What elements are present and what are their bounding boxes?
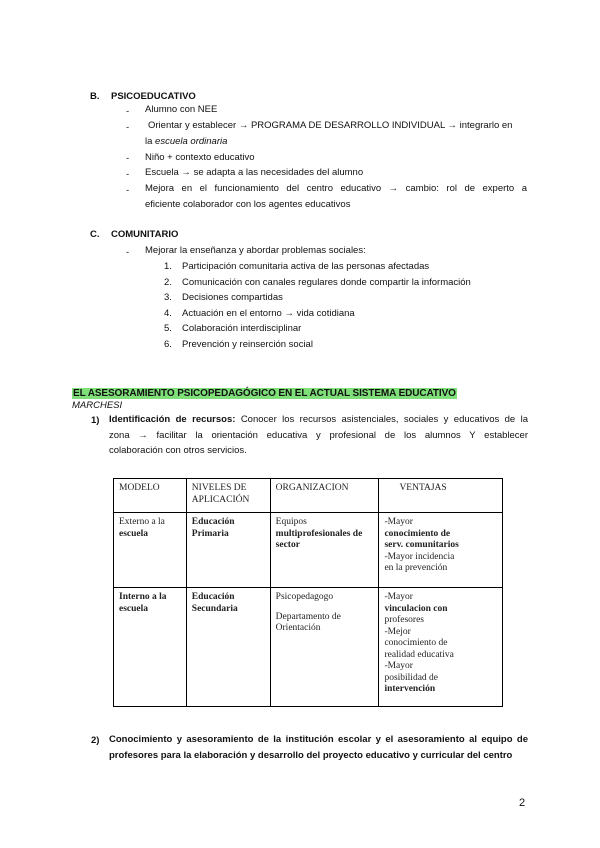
point-2-line-1: Conocimiento y asesoramiento de la institución escolar y el asesoramiento al equipo de [109, 734, 528, 745]
list-item-continuation: eficiente colaborador con los agentes educativos [145, 199, 351, 210]
numbered-item: Decisiones compartidas [182, 292, 283, 303]
dash-bullet: - [126, 169, 130, 180]
models-table [113, 478, 503, 707]
section-c-title: COMUNITARIO [111, 229, 179, 240]
section-b-letter: B. [90, 91, 100, 102]
list-item-continuation: la escuela ordinaria [145, 136, 228, 147]
numbered-item: Prevención y reinserción social [182, 339, 313, 350]
author-label: MARCHESI [72, 400, 123, 411]
list-item: Orientar y establecer → PROGRAMA DE DESARROLLO INDIVIDUAL → integrarlo en [148, 120, 513, 131]
list-item: Mejora en el funcionamiento del centro educativo → cambio: rol de experto a [145, 183, 527, 194]
table-cell: Psicopedagogo Departamento de Orientación [270, 588, 379, 707]
dash-bullet: - [126, 185, 130, 196]
section-heading-text: EL ASESORAMIENTO PSICOPEDAGÓGICO EN EL ACTUAL SISTEMA EDUCATIVO [73, 388, 456, 399]
list-item: Alumno con NEE [145, 104, 218, 115]
point-1-number: 1) [91, 415, 100, 426]
section-c-intro: Mejorar la enseñanza y abordar problemas sociales: [145, 245, 366, 256]
section-b-title: PSICOEDUCATIVO [111, 91, 196, 102]
header-cell: NIVELES DE APLICACIÓN [186, 479, 270, 513]
table-cell: -Mayor vinculacion con profesores -Mejor conocimiento de realidad educativa -Mayor posibilidad de intervención [379, 588, 503, 707]
page-number: 2 [519, 797, 526, 809]
numbered-item: Actuación en el entorno → vida cotidiana [182, 308, 355, 319]
list-item: Escuela → se adapta a las necesidades del alumno [145, 167, 364, 178]
header-cell: VENTAJAS [379, 479, 503, 513]
table-row [114, 513, 503, 588]
table-cell: Externo a la escuela [114, 513, 187, 588]
point-2-line-2: profesores para la elaboración y desarrollo del proyecto educativo y curricular del centro [109, 750, 513, 761]
list-number: 3. [164, 292, 172, 303]
list-number: 1. [164, 261, 172, 272]
table-cell: Educación Primaria [186, 513, 270, 588]
dash-bullet: - [126, 106, 130, 117]
numbered-item: Colaboración interdisciplinar [182, 323, 302, 334]
header-cell: MODELO [114, 479, 187, 513]
table-row [114, 588, 503, 707]
list-item: Niño + contexto educativo [145, 152, 255, 163]
table-cell: Equipos multiprofesionales de sector [270, 513, 379, 588]
numbered-item: Participación comunitaria activa de las personas afectadas [182, 261, 430, 272]
numbered-item: Comunicación con canales regulares donde compartir la información [182, 277, 471, 288]
point-1-line-2: zona → facilitar la orientación educativa y profesional de los alumnos Y establecer [109, 430, 528, 441]
dash-bullet: - [126, 122, 130, 133]
section-heading [72, 383, 457, 401]
header-cell: ORGANIZACION [270, 479, 379, 513]
table-cell: Educación Secundaria [186, 588, 270, 707]
list-number: 6. [164, 339, 172, 350]
list-number: 2. [164, 277, 172, 288]
section-c-letter: C. [90, 229, 100, 240]
point-1-line-3: colaboración con otros servicios. [109, 445, 247, 456]
table-cell: Interno a la escuela [114, 588, 187, 707]
table-cell: -Mayor conocimiento de serv. comunitarios -Mayor incidencia en la prevención [379, 513, 503, 588]
point-2-number: 2) [91, 735, 100, 746]
dash-bullet: - [126, 153, 130, 164]
dash-bullet: - [126, 247, 130, 258]
point-1-line-1: Identificación de recursos: Conocer los recursos asistenciales, sociales y educativos de la [109, 414, 528, 425]
table-header-row [114, 479, 503, 513]
list-number: 5. [164, 323, 172, 334]
list-number: 4. [164, 308, 172, 319]
